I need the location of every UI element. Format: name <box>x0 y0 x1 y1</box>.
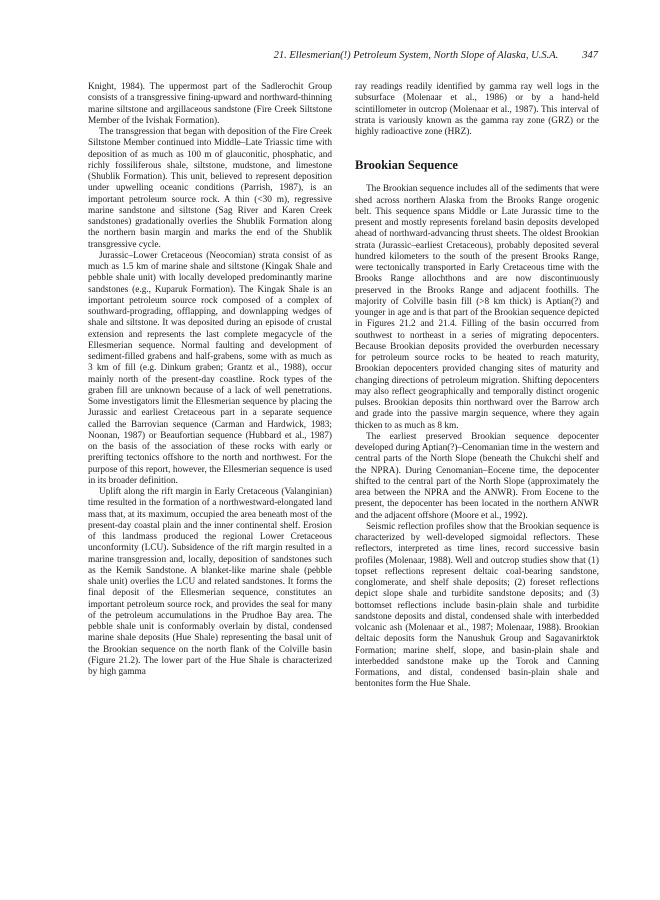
body-paragraph: Jurassic–Lower Cretaceous (Neocomian) strata consist of as much as 1.5 km of marine shale and siltstone (Kingak Shale and pebble shale unit) with locally developed predominantly marine sandstones (e.g., Kuparuk Formation). The Kingak Shale is an important petroleum source rock composed of a complex of southward-prograding, offlapping, and downlapping wedges of shale and siltstone. It was deposited during an episode of crustal extension and represents the last complete megacycle of the Ellesmerian sequence. Normal faulting and development of sediment-filled grabens and half-grabens, some with as much as 3 km of fill (e.g. Dinkum graben; Grantz et al., 1988), occur mainly north of the present-day coastline. Rock types of the graben fill are unknown because of a lack of well penetrations. Some investigators limit the Ellesmerian sequence by placing the Jurassic and earliest Cretaceous part in a separate sequence called the Barrovian sequence (Carman and Hardwick, 1983; Noonan, 1987) or Beaufortian sequence (Hubbard et al., 1987) on the basis of the association of these rocks with early or prerifting tectonics offshore to the north and northwest. For the purpose of this report, however, the Ellesmerian sequence is used in its broader definition. <box>88 250 332 486</box>
running-header <box>88 50 598 64</box>
body-paragraph: The Brookian sequence includes all of the sediments that were shed across northern Alaska from the Brooks Range orogenic belt. This sequence spans Middle or Late Jurassic time to the present and mostly represents foreland basin deposits developed ahead of northward-advancing thrust sheets. The oldest Brookian strata (Jurassic–earliest Cretaceous), probably deposited several hundred kilometers to the south of the present Brooks Range, were tectonically transported in Early Cretaceous time with the Brooks Range allochthons and are now discontinuously preserved in the Brooks Range and adjacent foothills. The majority of Colville basin fill (>8 km thick) is Aptian(?) and younger in age and is that part of the Brookian sequence depicted in Figures 21.2 and 21.4. Filling of the basin occurred from southwest to northeast in a series of migrating depocenters. Because Brookian deposits provided the overburden necessary for petroleum source rocks to be heated to reach maturity, Brookian depocenters provided changing sites of maturity and changing directions of petroleum migration. Shifting depocenters may also reflect geographically and temporally distinct orogenic pulses. Brookian deposits thin northward over the Barrow arch and grade into the passive margin sequence, where they again thicken to as much as 8 km. <box>355 184 599 431</box>
body-paragraph: Seismic reflection profiles show that the Brookian sequence is characterized by well-developed sigmoidal reflectors. These reflectors, interpreted as time lines, record successive basin profiles (Molenaar, 1988). Well and outcrop studies show that (1) topset reflections represent deltaic coal-bearing sandstone, conglomerate, and shelf shale deposits; (2) foreset reflections depict slope shale and turbidite sandstone deposits; and (3) bottomset reflections include basin-plain shale and turbidite sandstone deposits and distal, condensed shale with interbedded volcanic ash (Molenaar et al., 1987; Molenaar, 1988). Brookian deltaic deposits form the Nanushuk Group and Sagavanirktok Formation; marine shelf, slope, and basin-plain shale and interbedded sandstone make up the Torok and Canning Formations, and distal, condensed basin-plain shale and bentonites form the Hue Shale. <box>355 521 599 690</box>
page-number: 347 <box>582 50 598 61</box>
chapter-title: 21. Ellesmerian(!) Petroleum System, North Slope of Alaska, U.S.A. <box>273 50 559 61</box>
body-paragraph: The earliest preserved Brookian sequence depocenter developed during Aptian(?)–Cenomanian time in the western and central parts of the North Slope (beneath the Chukchi shelf and the NPRA). During Cenomanian–Eocene time, the depocenter shifted to the central part of the North Slope (approximately the area between the NPRA and the ANWR). From Eocene to the present, the depocenter has been located in the northern ANWR and the adjacent offshore (Moore et al., 1992). <box>355 431 599 521</box>
body-paragraph: Uplift along the rift margin in Early Cretaceous (Valanginian) time resulted in the formation of a northwestward-elongated land mass that, at its maximum, occupied the area beneath most of the present-day coastal plain and the inner continental shelf. Erosion of this landmass produced the regional Lower Cretaceous unconformity (LCU). Subsidence of the rift margin resulted in a marine transgression and, locally, deposition of sandstones such as the Kemik Sandstone. A blanket-like marine shale (pebble shale unit) overlies the LCU and related sandstones. It forms the final deposit of the Ellesmerian sequence, constitutes an important petroleum source rock, and provides the seal for many of the petroleum accumulations in the Prudhoe Bay area. The pebble shale unit is conformably overlain by distal, condensed marine shale deposits (Hue Shale) representing the basal unit of the Brookian sequence on the north flank of the Colville basin (Figure 21.2). The lower part of the Hue Shale is characterized by high gamma <box>88 487 332 677</box>
body-paragraph: The transgression that began with deposition of the Fire Creek Siltstone Member continued into Middle–Late Triassic time with deposition of as much as 100 m of glauconitic, phosphatic, and richly fossiliferous shale, siltstone, mudstone, and limestone (Shublik Formation). This unit, believed to represent deposition under upwelling oceanic conditions (Parrish, 1987), is an important petroleum source rock. A thin (<30 m), regressive marine sandstone and siltstone (Sag River and Karen Creek sandstones) gradationally overlies the Shublik Formation along the northern basin margin and marks the end of the Shublik transgressive cycle. <box>88 127 332 250</box>
body-paragraph: Knight, 1984). The uppermost part of the Sadlerochit Group consists of a transgressive fining-upward and northward-thinning marine siltstone and argillaceous sandstone (Fire Creek Siltstone Member of the Ivishak Formation). <box>88 82 332 126</box>
right-text-column <box>355 82 599 862</box>
left-text-column <box>88 82 332 862</box>
body-paragraph: ray readings readily identified by gamma ray well logs in the subsurface (Molenaar et al., 1986) or by a hand-held scintillometer in outcrop (Molenaar et al., 1987). This interval of strata is variously known as the gamma ray zone (GRZ) or the highly radioactive zone (HRZ). <box>355 82 599 137</box>
section-heading: Brookian Sequence <box>355 158 458 173</box>
